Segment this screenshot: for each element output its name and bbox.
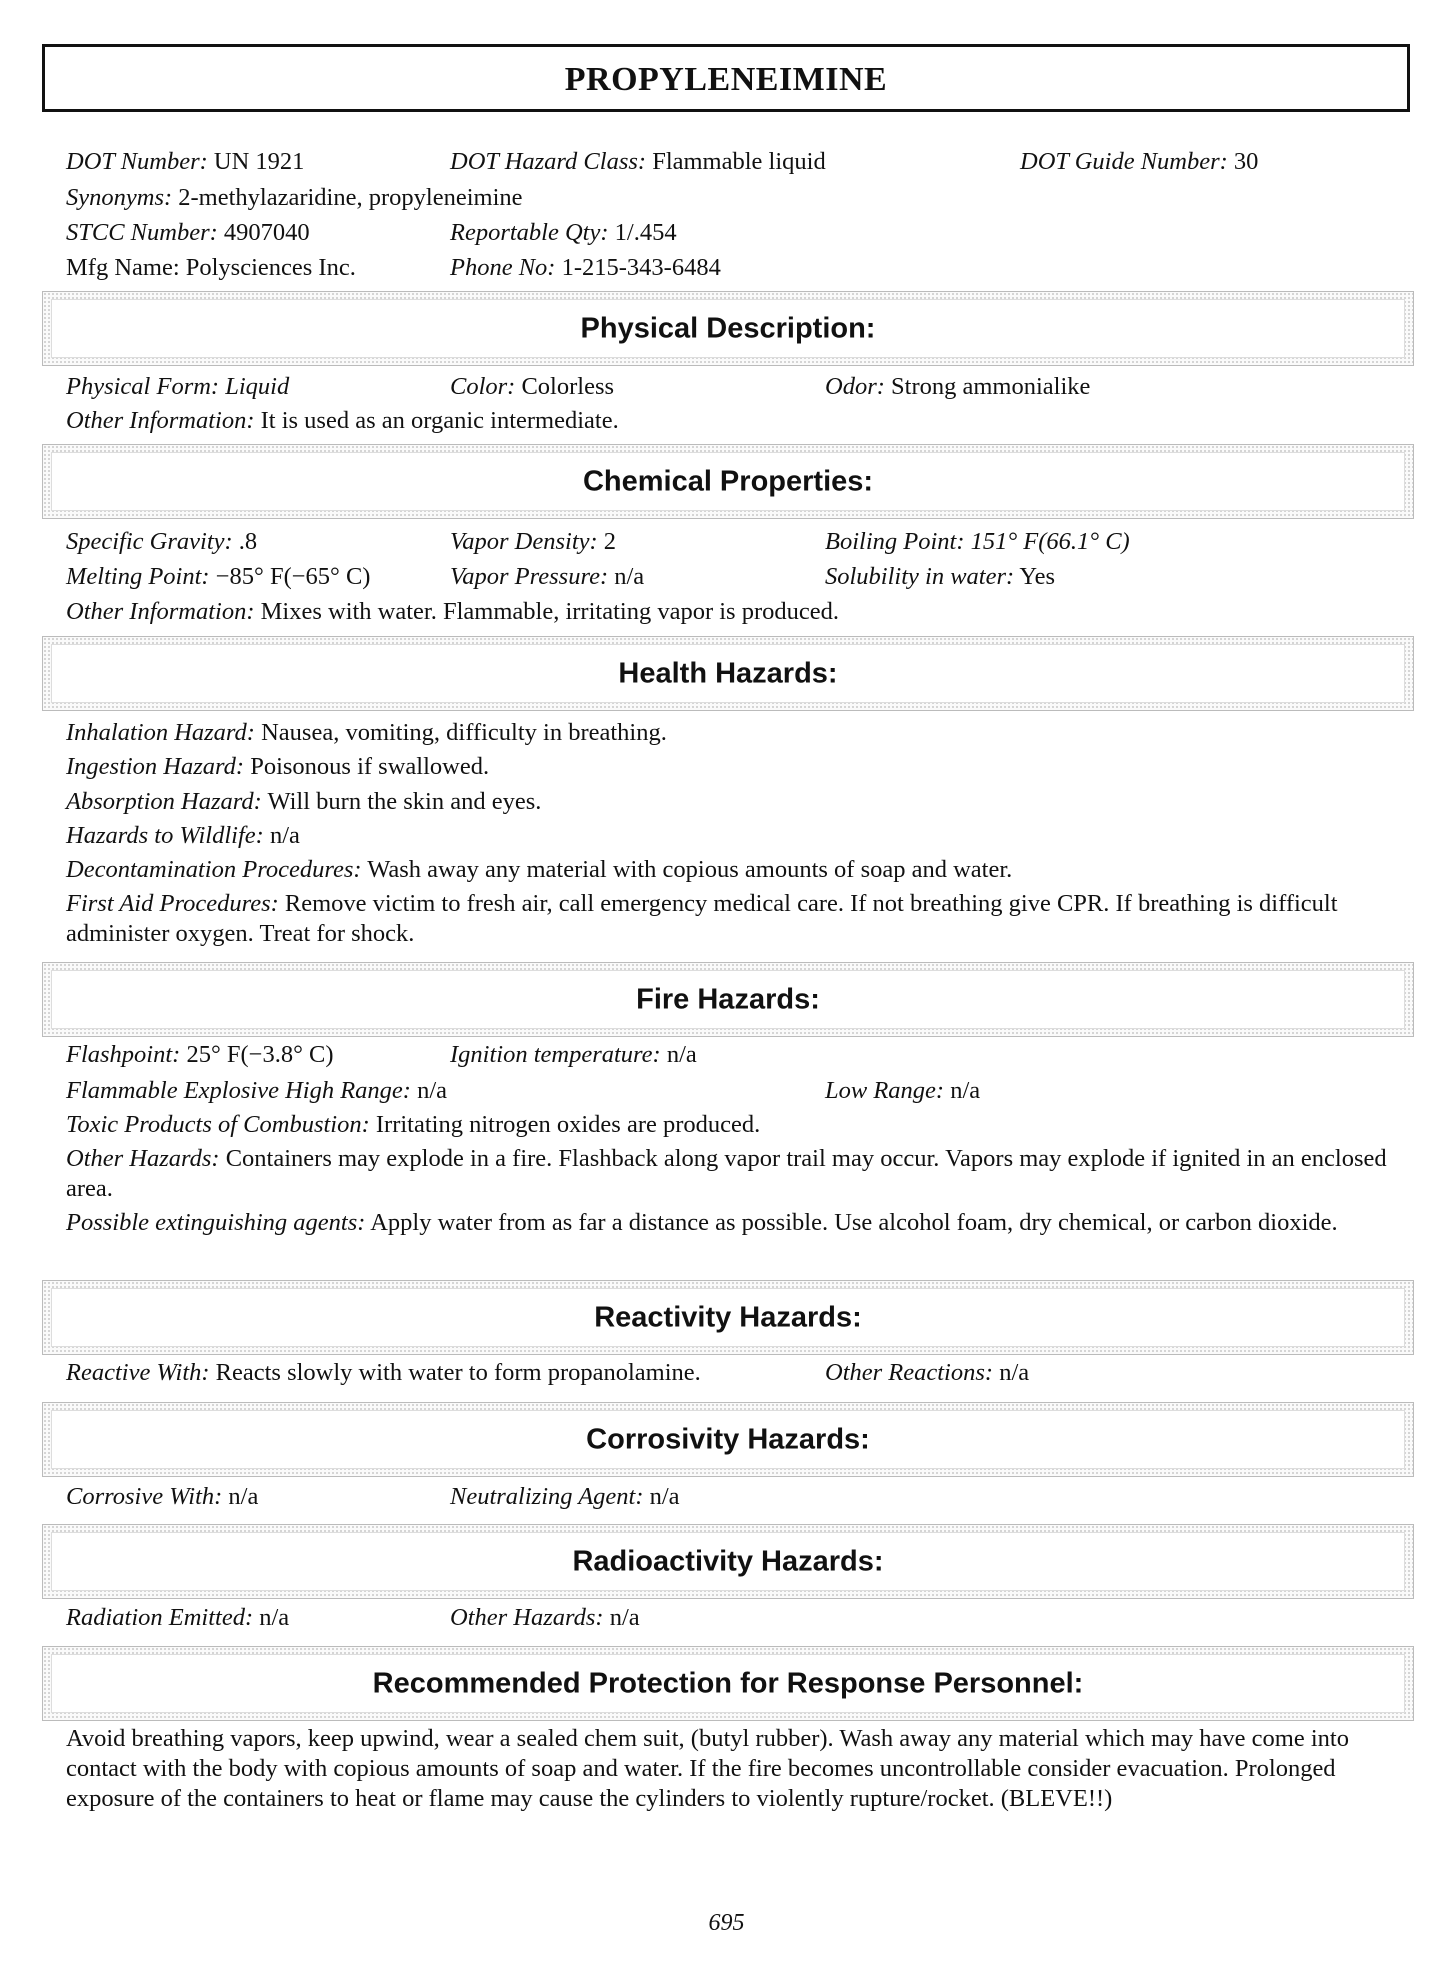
section-header-health: Health Hazards: (42, 636, 1414, 711)
specific-gravity: Specific Gravity: .8 (66, 528, 258, 555)
section-header-reactivity: Reactivity Hazards: (42, 1280, 1414, 1355)
low-range: Low Range: n/a (825, 1077, 981, 1104)
odor: Odor: Strong ammonialike (825, 373, 1091, 400)
page-title: PROPYLENEIMINE (564, 61, 888, 98)
page-number: 695 (708, 1910, 745, 1936)
other-reactions: Other Reactions: n/a (825, 1359, 1030, 1386)
physical-other-info: Other Information: It is used as an organic intermediate. (66, 407, 619, 434)
section-header-fire: Fire Hazards: (42, 962, 1414, 1037)
ignition-temperature: Ignition temperature: n/a (450, 1041, 697, 1068)
stcc-number: STCC Number: 4907040 (66, 219, 310, 246)
solubility-in-water: Solubility in water: Yes (825, 563, 1056, 590)
synonyms: Synonyms: 2-methylazaridine, propyleneimine (66, 184, 523, 211)
inhalation-hazard: Inhalation Hazard: Nausea, vomiting, difficulty in breathing. (66, 719, 667, 746)
flashpoint: Flashpoint: 25° F(−3.8° C) (66, 1041, 334, 1068)
possible-extinguishing-agents: Possible extinguishing agents: Apply water from as far a distance as possible. Use alcohol foam, dry chemical, or carbon dioxide. (66, 1209, 1338, 1236)
section-header-radioactivity: Radioactivity Hazards: (42, 1524, 1414, 1599)
title-box (42, 44, 1410, 112)
section-header-corrosivity: Corrosivity Hazards: (42, 1402, 1414, 1477)
first-aid-procedures: First Aid Procedures: Remove victim to fresh air, call emergency medical care. If not breathing give CPR. If breathing is difficult administer oxygen. Treat for shock. (66, 890, 1338, 947)
reportable-qty: Reportable Qty: 1/.454 (450, 219, 677, 246)
dot-guide-number: DOT Guide Number: 30 (1020, 148, 1259, 175)
radiation-emitted: Radiation Emitted: n/a (66, 1604, 290, 1631)
phone-no: Phone No: 1-215-343-6484 (450, 254, 721, 281)
reactive-with: Reactive With: Reacts slowly with water to form propanolamine. (66, 1359, 701, 1386)
vapor-density: Vapor Density: 2 (450, 528, 617, 555)
melting-point: Melting Point: −85° F(−65° C) (66, 563, 371, 590)
absorption-hazard: Absorption Hazard: Will burn the skin and eyes. (66, 788, 542, 815)
neutralizing-agent: Neutralizing Agent: n/a (450, 1483, 680, 1510)
decontamination-procedures: Decontamination Procedures: Wash away any material with copious amounts of soap and water. (66, 856, 1013, 883)
toxic-products-of-combustion: Toxic Products of Combustion: Irritating nitrogen oxides are produced. (66, 1111, 761, 1138)
radioactivity-other-hazards: Other Hazards: n/a (450, 1604, 640, 1631)
physical-form: Physical Form: Liquid (66, 373, 290, 400)
section-header-chemical: Chemical Properties: (42, 444, 1414, 519)
protection-text: Avoid breathing vapors, keep upwind, wear a sealed chem suit, (butyl rubber). Wash away any material which may have come into contact with the body with copious amounts of soap and water. If the fire becomes uncontrollable consider evacuation. Prolonged exposure of the containers to heat or flame may cause the cylinders to violently rupture/rocket. (BLEVE!!) (66, 1725, 1349, 1812)
mfg-name: Mfg Name: Polysciences Inc. (66, 254, 356, 281)
fire-other-hazards: Other Hazards: Containers may explode in a fire. Flashback along vapor trail may occur. Vapors may explode if ignited in an enclosed area. (66, 1145, 1387, 1202)
section-header-protection: Recommended Protection for Response Personnel: (42, 1646, 1414, 1721)
ingestion-hazard: Ingestion Hazard: Poisonous if swallowed. (66, 753, 490, 780)
vapor-pressure: Vapor Pressure: n/a (450, 563, 645, 590)
section-header-physical: Physical Description: (42, 291, 1414, 366)
hazards-to-wildlife: Hazards to Wildlife: n/a (66, 822, 300, 849)
dot-hazard-class: DOT Hazard Class: Flammable liquid (450, 148, 826, 175)
color: Color: Colorless (450, 373, 615, 400)
corrosive-with: Corrosive With: n/a (66, 1483, 259, 1510)
flammable-explosive-high-range: Flammable Explosive High Range: n/a (66, 1077, 448, 1104)
chemical-other-info: Other Information: Mixes with water. Flammable, irritating vapor is produced. (66, 598, 839, 625)
boiling-point: Boiling Point: 151° F(66.1° C) (825, 528, 1130, 555)
dot-number: DOT Number: UN 1921 (66, 148, 305, 175)
